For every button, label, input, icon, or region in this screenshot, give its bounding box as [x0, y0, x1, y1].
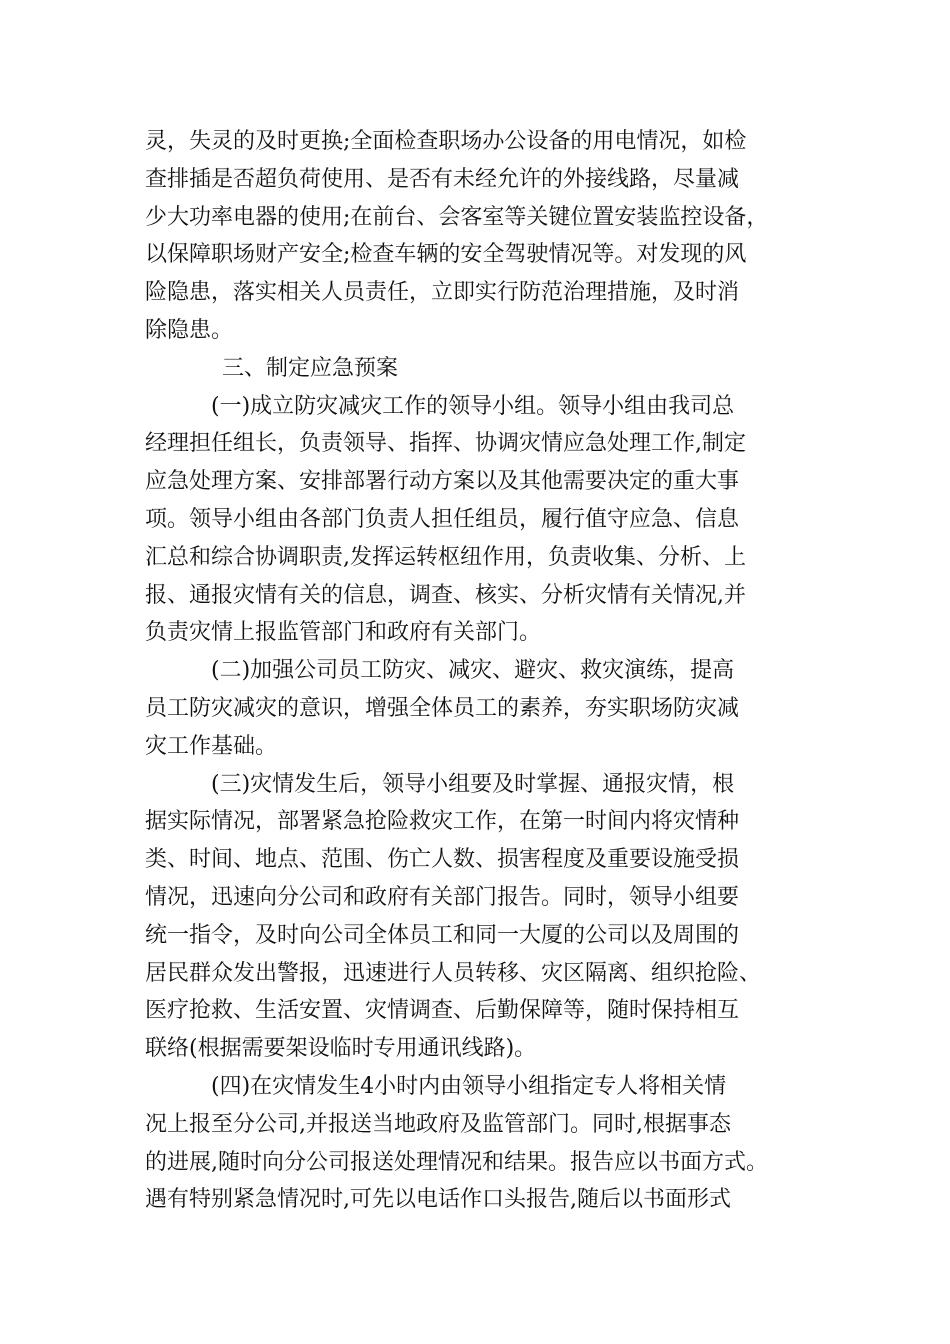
text-line: 遇有特别紧急情况时,可先以电话作口头报告,随后以书面形式 — [145, 1187, 731, 1213]
text-line: 统一指令，及时向公司全体员工和同一大厦的公司以及周围的 — [145, 922, 740, 948]
paragraph-item-2 — [145, 652, 825, 765]
paragraph-item-1 — [145, 388, 825, 653]
paragraph-item-3 — [145, 766, 825, 1068]
text-line: 居民群众发出警报，迅速进行人员转移、灾区隔离、组织抢险、 — [145, 960, 762, 986]
text-line: 灾工作基础。 — [145, 733, 278, 759]
text-line: (三)灾情发生后，领导小组要及时掌握、通报灾情，根 — [211, 771, 735, 797]
text-line: 联络(根据需要架设临时专用通讯线路)。 — [145, 1036, 537, 1062]
text-line: 的进展,随时向分公司报送处理情况和结果。报告应以书面方式。 — [145, 1149, 768, 1175]
text-line: 员工防灾减灾的意识，增强全体员工的素养，夯实职场防灾减 — [145, 695, 740, 721]
text-line: 报、通报灾情有关的信息，调查、核实、分析灾情有关情况,并 — [145, 582, 746, 608]
text-line: 经理担任组长，负责领导、指挥、协调灾情应急处理工作,制定 — [145, 431, 746, 457]
text-line: 项。领导小组由各部门负责人担任组员，履行值守应急、信息 — [145, 506, 740, 532]
text-line: 情况，迅速向分公司和政府有关部门报告。同时，领导小组要 — [145, 884, 740, 910]
text-line: 查排插是否超负荷使用、是否有未经允许的外接线路，尽量减 — [145, 166, 740, 192]
section-heading: 三、制定应急预案 — [222, 355, 399, 381]
text-line: 少大功率电器的使用;在前台、会客室等关键位置安装监控设备， — [145, 204, 769, 230]
text-line: 除隐患。 — [145, 317, 234, 343]
text-line: 以保障职场财产安全;检查车辆的安全驾驶情况等。对发现的风 — [145, 242, 747, 268]
paragraph-item-4 — [145, 1068, 825, 1219]
text-line: 灵，失灵的及时更换;全面检查职场办公设备的用电情况，如检 — [145, 129, 747, 154]
text-line: 负责灾情上报监管部门和政府有关部门。 — [145, 620, 542, 646]
text-line: (四)在灾情发生4小时内由领导小组指定专人将相关情 — [211, 1073, 727, 1099]
text-line: 险隐患，落实相关人员责任，立即实行防范治理措施，及时消 — [145, 280, 740, 306]
text-line: 据实际情况，部署紧急抢险救灾工作，在第一时间内将灾情种 — [145, 809, 740, 835]
text-line: (二)加强公司员工防灾、减灾、避灾、救灾演练，提高 — [211, 658, 735, 684]
text-line: 应急处理方案、安排部署行动方案以及其他需要决定的重大事 — [145, 469, 740, 495]
paragraph-continuation — [145, 123, 825, 350]
text-line: 医疗抢救、生活安置、灾情调查、后勤保障等，随时保持相互 — [145, 998, 740, 1024]
text-line: (一)成立防灾减灾工作的领导小组。领导小组由我司总 — [211, 393, 735, 419]
section-heading-block — [145, 350, 825, 388]
text-line: 汇总和综合协调职责,发挥运转枢纽作用，负责收集、分析、上 — [145, 544, 746, 570]
text-line: 类、时间、地点、范围、伤亡人数、损害程度及重要设施受损 — [145, 847, 740, 873]
text-line: 况上报至分公司,并报送当地政府及监管部门。同时,根据事态 — [145, 1111, 731, 1137]
document-body — [145, 123, 825, 1219]
